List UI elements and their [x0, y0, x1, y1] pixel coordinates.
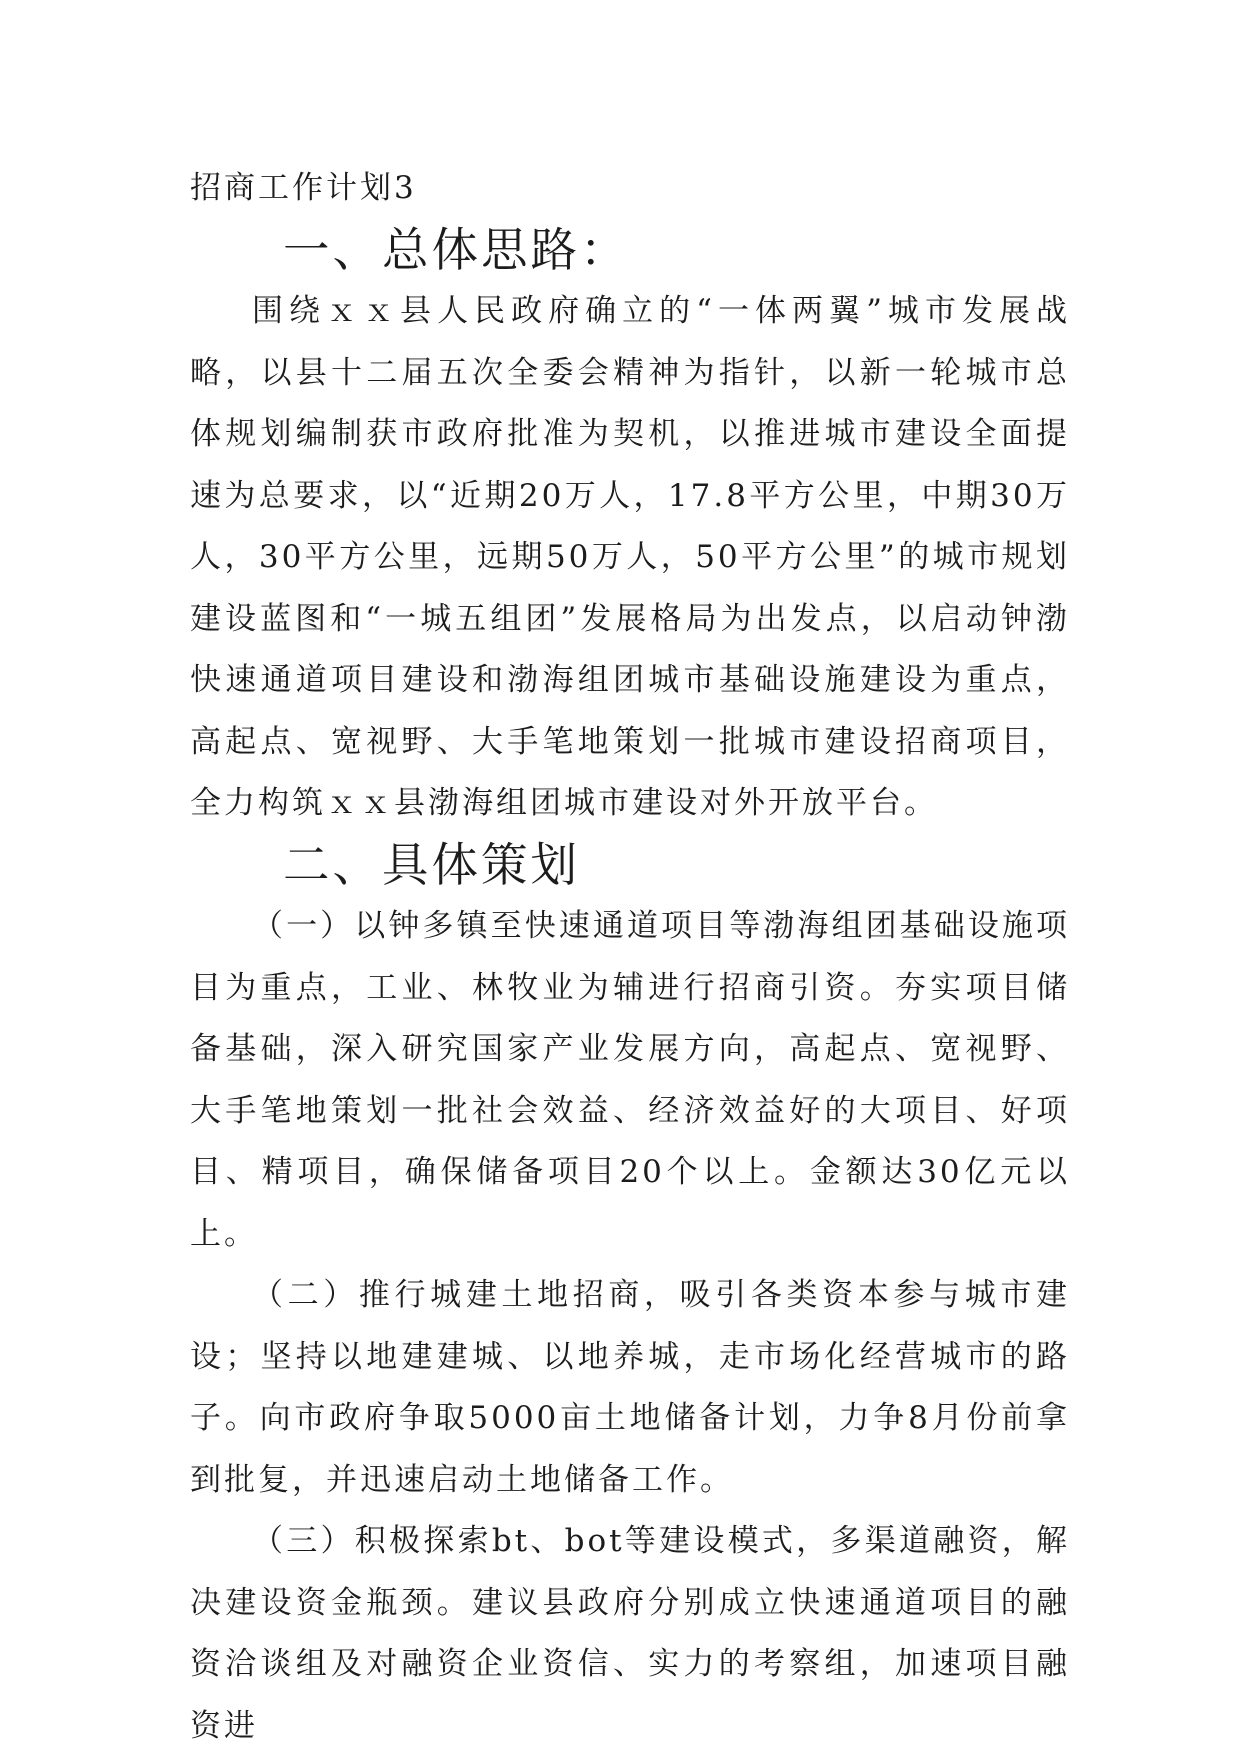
document-title: 招商工作计划3 [190, 170, 417, 206]
paragraph-item-3: （三）积极探索bt、bot等建设模式，多渠道融资，解决建设资金瓶颈。建议县政府分别成立快速通道项目的融资洽谈组及对融资企业资信、实力的考察组，加速项目融资进 [190, 1523, 1070, 1744]
section-heading-overall-approach: 一、总体思路： [283, 222, 630, 277]
section-heading-specific-planning: 二、具体策划 [283, 837, 580, 892]
paragraph-item-1: （一）以钟多镇至快速通道项目等渤海组团基础设施项目为重点，工业、林牧业为辅进行招商引资。夯实项目储备基础，深入研究国家产业发展方向，高起点、宽视野、大手笔地策划一批社会效益、经济效益好的大项目、好项目、精项目，确保储备项目20个以上。金额达30亿元以上。 [190, 908, 1070, 1252]
document-body [190, 158, 1070, 1757]
paragraph-item-2: （二）推行城建土地招商，吸引各类资本参与城市建设；坚持以地建建城、以地养城，走市场化经营城市的路子。向市政府争取5000亩土地储备计划，力争8月份前拿到批复，并迅速启动土地储备工作。 [190, 1277, 1070, 1498]
paragraph-overall-approach: 围绕ｘｘ县人民政府确立的“一体两翼”城市发展战略，以县十二届五次全委会精神为指针，以新一轮城市总体规划编制获市政府批准为契机，以推进城市建设全面提速为总要求，以“近期20万人，17.8平方公里，中期30万人，30平方公里，远期50万人，50平方公里”的城市规划建设蓝图和“一城五组团”发展格局为出发点，以启动钟渤快速通道项目建设和渤海组团城市基础设施建设为重点，高起点、宽视野、大手笔地策划一批城市建设招商项目，全力构筑ｘｘ县渤海组团城市建设对外开放平台。 [190, 293, 1070, 821]
